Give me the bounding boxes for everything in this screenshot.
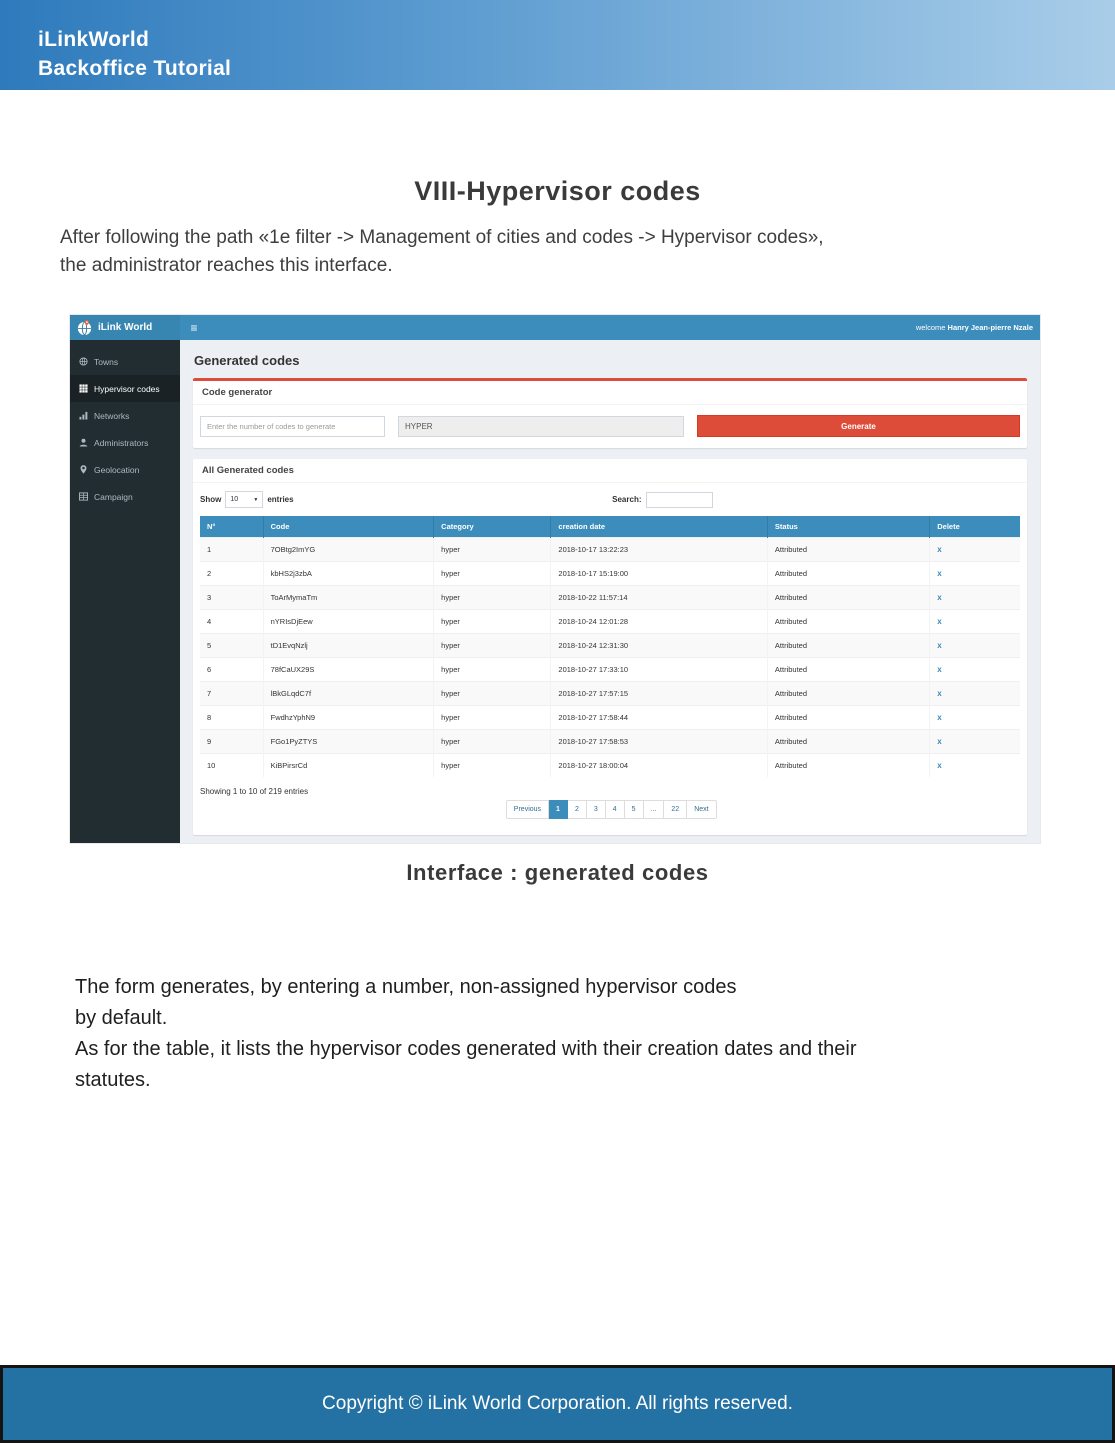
delete-code-button[interactable]: x — [937, 689, 942, 698]
delete-code-button[interactable]: x — [937, 617, 942, 626]
table-row — [200, 634, 1020, 658]
column-header-creation-date[interactable]: creation date — [551, 516, 767, 538]
intro-paragraph — [60, 224, 1060, 280]
delete-code-button[interactable]: x — [937, 641, 942, 650]
page-title: VIII-Hypervisor codes — [414, 176, 701, 206]
code-generator-panel — [193, 378, 1027, 448]
figure-caption: Interface : generated codes — [406, 860, 709, 885]
cell-category: hyper — [434, 706, 551, 730]
cell-category: hyper — [434, 754, 551, 778]
cell-status: Attributed — [767, 562, 929, 586]
cell-date: 2018-10-22 11:57:14 — [551, 586, 767, 610]
table-row — [200, 682, 1020, 706]
chevron-down-icon: ▼ — [253, 496, 259, 503]
table-controls — [200, 491, 1020, 508]
cell-code: ToArMymaTm — [263, 586, 434, 610]
generate-button[interactable]: Generate — [697, 415, 1020, 437]
cell-number: 9 — [200, 730, 263, 754]
generated-codes-title: All Generated codes — [193, 459, 1027, 483]
body-line-1: The form generates, by entering a number, non-assigned hypervisor codes — [75, 976, 737, 998]
table-row — [200, 562, 1020, 586]
cell-category: hyper — [434, 682, 551, 706]
cell-number: 7 — [200, 682, 263, 706]
cell-status: Attributed — [767, 658, 929, 682]
sidebar-item-networks[interactable] — [70, 402, 180, 429]
cell-status: Attributed — [767, 730, 929, 754]
delete-code-button[interactable]: x — [937, 665, 942, 674]
cell-code: nYRIsDjEew — [263, 610, 434, 634]
delete-code-button[interactable]: x — [937, 737, 942, 746]
entries-label: entries — [267, 495, 294, 504]
cell-category: hyper — [434, 634, 551, 658]
welcome-user[interactable] — [916, 323, 1040, 332]
cell-number: 3 — [200, 586, 263, 610]
app-screenshot — [70, 315, 1040, 843]
column-header-delete[interactable]: Delete — [930, 516, 1020, 538]
cell-code: 78fCaUX29S — [263, 658, 434, 682]
intro-line-2: the administrator reaches this interface. — [60, 255, 393, 276]
globe-icon — [79, 357, 88, 366]
pagination-page-4[interactable]: 4 — [606, 800, 625, 819]
map-marker-icon — [79, 465, 88, 474]
cell-status: Attributed — [767, 706, 929, 730]
pagination-page-5[interactable]: 5 — [625, 800, 644, 819]
cell-date: 2018-10-24 12:31:30 — [551, 634, 767, 658]
intro-line-1: After following the path «1e filter -> Management of cities and codes -> Hypervisor codes», — [60, 227, 824, 248]
pagination-page-22[interactable]: 22 — [664, 800, 687, 819]
cell-category: hyper — [434, 610, 551, 634]
sidebar — [70, 340, 180, 843]
codes-table — [200, 516, 1020, 777]
content-title: Generated codes — [194, 353, 300, 368]
cell-status: Attributed — [767, 634, 929, 658]
cell-number: 4 — [200, 610, 263, 634]
cell-number: 5 — [200, 634, 263, 658]
cell-date: 2018-10-27 17:33:10 — [551, 658, 767, 682]
search-input[interactable] — [646, 492, 713, 508]
cell-number: 1 — [200, 538, 263, 562]
cell-date: 2018-10-27 18:00:04 — [551, 754, 767, 778]
page-size-value: 10 — [230, 496, 239, 503]
app-topbar — [70, 315, 1040, 340]
cell-status: Attributed — [767, 754, 929, 778]
sidebar-item-label: Geolocation — [94, 464, 140, 475]
table-row — [200, 706, 1020, 730]
cell-number: 10 — [200, 754, 263, 778]
cell-status: Attributed — [767, 538, 929, 562]
cell-date: 2018-10-27 17:57:15 — [551, 682, 767, 706]
table-row — [200, 586, 1020, 610]
menu-toggle-icon[interactable]: ≡ — [190, 320, 198, 335]
delete-code-button[interactable]: x — [937, 593, 942, 602]
code-generator-title: Code generator — [193, 381, 1027, 405]
sidebar-item-administrators[interactable] — [70, 429, 180, 456]
code-prefix-field — [398, 416, 684, 437]
generated-codes-panel — [193, 459, 1027, 835]
cell-category: hyper — [434, 586, 551, 610]
cell-code: lBkGLqdC7f — [263, 682, 434, 706]
cell-number: 6 — [200, 658, 263, 682]
doc-header-line1: iLinkWorld — [38, 28, 150, 51]
generated-codes-body — [193, 483, 1027, 835]
cell-date: 2018-10-17 15:19:00 — [551, 562, 767, 586]
sidebar-item-campaign[interactable] — [70, 483, 180, 510]
delete-code-button[interactable]: x — [937, 545, 942, 554]
cell-date: 2018-10-27 17:58:44 — [551, 706, 767, 730]
cell-code: tD1EvqNzlj — [263, 634, 434, 658]
globe-pin-logo-icon — [76, 319, 93, 336]
delete-code-button[interactable]: x — [937, 713, 942, 722]
table-summary: Showing 1 to 10 of 219 entries — [200, 787, 309, 796]
column-header-status[interactable]: Status — [767, 516, 929, 538]
sidebar-item-geolocation[interactable] — [70, 456, 180, 483]
cell-category: hyper — [434, 658, 551, 682]
pagination-page-1[interactable]: 1 — [549, 800, 568, 819]
doc-header — [0, 0, 1115, 90]
main-content — [180, 340, 1040, 843]
sidebar-item-label: Networks — [94, 410, 130, 421]
search-control — [612, 492, 712, 508]
body-line-3: As for the table, it lists the hypervisor codes generated with their creation dates and their — [75, 1038, 857, 1060]
table-row — [200, 658, 1020, 682]
sidebar-item-towns[interactable] — [70, 348, 180, 375]
cell-code: FGo1PyZTYS — [263, 730, 434, 754]
sidebar-item-label: Towns — [94, 356, 119, 367]
cell-date: 2018-10-27 17:58:53 — [551, 730, 767, 754]
copyright-text: Copyright © iLink World Corporation. All rights reserved. — [322, 1393, 793, 1414]
page-size-select[interactable] — [225, 491, 263, 508]
pagination-next[interactable]: Next — [687, 800, 716, 819]
column-header-code[interactable]: Code — [263, 516, 434, 538]
sidebar-item-label: Hypervisor codes — [94, 383, 160, 394]
body-paragraph — [75, 972, 1055, 1096]
cell-category: hyper — [434, 562, 551, 586]
table-row — [200, 754, 1020, 778]
page-size-control — [200, 491, 294, 508]
cell-date: 2018-10-17 13:22:23 — [551, 538, 767, 562]
show-label: Show — [200, 495, 222, 504]
delete-code-button[interactable]: x — [937, 761, 942, 770]
welcome-prefix: welcome — [915, 323, 946, 332]
pagination-page-3[interactable]: 3 — [587, 800, 606, 819]
cell-number: 2 — [200, 562, 263, 586]
table-row — [200, 610, 1020, 634]
cell-status: Attributed — [767, 610, 929, 634]
doc-header-line2: Backoffice Tutorial — [38, 57, 232, 80]
search-label: Search: — [612, 495, 642, 504]
cell-code: KiBPirsrCd — [263, 754, 434, 778]
doc-footer — [0, 1365, 1115, 1443]
body-line-4: statutes. — [75, 1069, 151, 1091]
signal-bars-icon — [79, 411, 88, 420]
delete-code-button[interactable]: x — [937, 569, 942, 578]
pagination-ellipsis: ... — [644, 800, 665, 819]
column-header-number[interactable]: N° — [200, 516, 263, 538]
welcome-username: Hanry Jean-pierre Nzale — [947, 323, 1033, 332]
code-generator-form — [193, 405, 1027, 448]
column-header-category[interactable]: Category — [434, 516, 551, 538]
cell-status: Attributed — [767, 682, 929, 706]
table-row — [200, 538, 1020, 562]
cell-number: 8 — [200, 706, 263, 730]
body-line-2: by default. — [75, 1007, 168, 1029]
table-icon — [79, 492, 88, 501]
codes-count-input[interactable] — [200, 416, 385, 437]
cell-category: hyper — [434, 730, 551, 754]
pagination-row — [200, 800, 1020, 819]
cell-category: hyper — [434, 538, 551, 562]
brand-label: iLink World — [98, 322, 153, 333]
cell-code: kbHS2j3zbA — [263, 562, 434, 586]
sidebar-item-label: Administrators — [94, 437, 149, 448]
table-header-row — [200, 516, 1020, 538]
app-body — [70, 340, 1040, 843]
grid-icon — [79, 384, 88, 393]
pagination-previous[interactable]: Previous — [506, 800, 549, 819]
cell-code: FwdhzYphN9 — [263, 706, 434, 730]
pagination-page-2[interactable]: 2 — [568, 800, 587, 819]
user-icon — [79, 438, 88, 447]
sidebar-item-hypervisor-codes[interactable] — [70, 375, 180, 402]
cell-status: Attributed — [767, 586, 929, 610]
pagination — [506, 800, 717, 819]
brand-logo[interactable] — [70, 315, 180, 340]
sidebar-item-label: Campaign — [94, 491, 133, 502]
cell-date: 2018-10-24 12:01:28 — [551, 610, 767, 634]
table-row — [200, 730, 1020, 754]
cell-code: 7OBtg2ImYG — [263, 538, 434, 562]
